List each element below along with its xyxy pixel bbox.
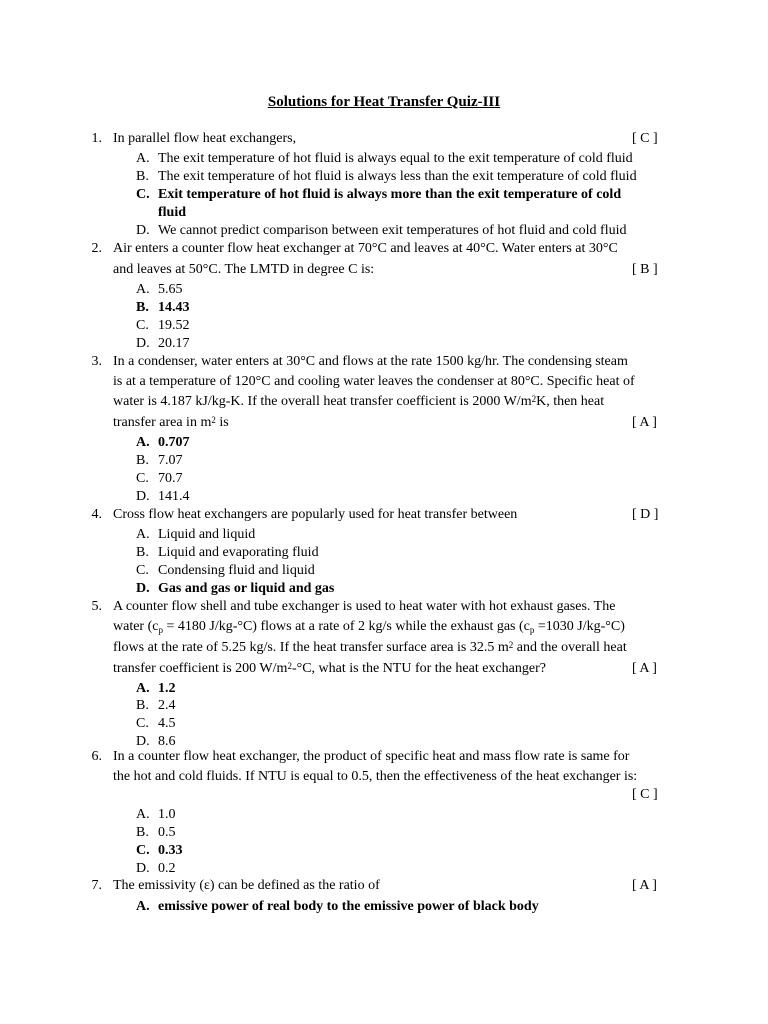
option-letter-correct: B.: [136, 300, 149, 315]
text-part: transfer coefficient is 200 W/m: [113, 661, 288, 676]
option-letter: A.: [136, 807, 150, 822]
option-letter: C.: [136, 563, 149, 578]
question-number: 5.: [91, 599, 102, 614]
option-letter-correct: A.: [136, 681, 150, 696]
text-part: is: [215, 415, 229, 430]
question-number: 3.: [91, 354, 102, 369]
option-letter: B.: [136, 169, 149, 184]
text-part: water is 4.187 kJ/kg-K. If the overall heat transfer coefficient is 2000 W/m: [113, 394, 532, 409]
option-text: 8.6: [158, 734, 176, 749]
option-letter: B.: [136, 698, 149, 713]
answer-key: [ D ]: [632, 507, 659, 522]
option-text: 20.17: [158, 336, 190, 351]
option-letter: D.: [136, 734, 150, 749]
document-title: Solutions for Heat Transfer Quiz-III: [267, 94, 501, 110]
question-text-line-1: In a condenser, water enters at 30°C and flows at the rate 1500 kg/hr. The condensing steam: [113, 354, 628, 369]
option-text-correct: emissive power of real body to the emissive power of black body: [158, 899, 539, 914]
question-text: In parallel flow heat exchangers,: [113, 131, 297, 146]
option-text: Liquid and liquid: [158, 527, 256, 542]
text-part: -°C, what is the NTU for the heat exchanger?: [291, 661, 546, 676]
superscript: 2: [508, 640, 514, 650]
question-text-line-2: the hot and cold fluids. If NTU is equal to 0.5, then the effectiveness of the heat exchanger is:: [113, 769, 638, 784]
question-number: 7.: [91, 878, 102, 893]
question-text-line-2: [113, 618, 625, 636]
question-text-line-3: [113, 393, 604, 411]
option-text: Liquid and evaporating fluid: [158, 545, 319, 560]
option-text: 141.4: [158, 489, 190, 504]
option-text: 0.5: [158, 825, 176, 840]
text-part: K, then heat: [536, 394, 605, 409]
subscript: p: [529, 625, 535, 635]
question-text: The emissivity (ε) can be defined as the ratio of: [113, 878, 380, 893]
option-text: Condensing fluid and liquid: [158, 563, 315, 578]
question-text-line-1: Air enters a counter flow heat exchanger at 70°C and leaves at 40°C. Water enters at 30°C: [113, 241, 618, 256]
option-text: We cannot predict comparison between exit temperatures of hot fluid and cold fluid: [158, 223, 627, 238]
option-letter: D.: [136, 861, 150, 876]
answer-key: [ A ]: [632, 661, 657, 676]
text-part: = 4180 J/kg-°C) flows at a rate of 2 kg/s while the exhaust gas (c: [162, 619, 530, 634]
option-text: 0.2: [158, 861, 176, 876]
question-text-line-3: [113, 639, 627, 657]
option-text: 5.65: [158, 282, 183, 297]
option-text-correct-continued: fluid: [158, 205, 187, 220]
option-text-correct: 0.33: [158, 843, 183, 858]
option-letter: D.: [136, 223, 150, 238]
option-letter-correct: A.: [136, 899, 150, 914]
text-part: =1030 J/kg-°C): [534, 619, 625, 634]
text-part: and the overall heat: [513, 640, 627, 655]
text-part: transfer area in m: [113, 415, 212, 430]
question-number: 6.: [91, 749, 102, 764]
option-text: 7.07: [158, 453, 183, 468]
superscript: 2: [531, 394, 537, 404]
option-letter: C.: [136, 471, 149, 486]
option-letter: A.: [136, 151, 150, 166]
answer-key: [ A ]: [632, 878, 657, 893]
question-text-line-1: In a counter flow heat exchanger, the product of specific heat and mass flow rate is same for: [113, 749, 630, 764]
superscript: 2: [287, 661, 292, 671]
option-letter-correct: C.: [136, 187, 150, 202]
option-letter: A.: [136, 527, 150, 542]
question-text-line-4: [113, 660, 546, 678]
option-letter: B.: [136, 825, 149, 840]
option-letter-correct: D.: [136, 581, 150, 596]
question-text-line-4: [113, 414, 229, 432]
question-number: 1.: [91, 131, 102, 146]
option-letter: C.: [136, 716, 149, 731]
answer-key: [ C ]: [632, 131, 658, 146]
question-text: Cross flow heat exchangers are popularly used for heat transfer between: [113, 507, 518, 522]
option-letter-correct: A.: [136, 435, 150, 450]
subscript: p: [158, 625, 163, 635]
option-text: 4.5: [158, 716, 176, 731]
option-text-correct: 0.707: [158, 435, 190, 450]
option-text-correct: 1.2: [158, 681, 176, 696]
answer-key: [ A ]: [632, 415, 657, 430]
option-text: 70.7: [158, 471, 183, 486]
question-number: 4.: [91, 507, 102, 522]
question-number: 2.: [91, 241, 102, 256]
text-part: water (c: [113, 619, 159, 634]
option-letter-correct: C.: [136, 843, 150, 858]
option-letter: D.: [136, 489, 150, 504]
option-text: 1.0: [158, 807, 176, 822]
question-text-line-2: and leaves at 50°C. The LMTD in degree C is:: [113, 262, 375, 277]
option-text: 2.4: [158, 698, 176, 713]
option-text: The exit temperature of hot fluid is always equal to the exit temperature of cold fluid: [158, 151, 633, 166]
option-letter: C.: [136, 318, 149, 333]
superscript: 2: [211, 415, 216, 425]
option-text: 19.52: [158, 318, 190, 333]
option-letter: D.: [136, 336, 150, 351]
answer-key: [ B ]: [632, 262, 658, 277]
question-text-line-1: A counter flow shell and tube exchanger is used to heat water with hot exhaust gases. The: [113, 599, 616, 614]
option-letter: B.: [136, 545, 149, 560]
option-text: The exit temperature of hot fluid is always less than the exit temperature of cold fluid: [158, 169, 637, 184]
answer-key: [ C ]: [632, 787, 658, 802]
option-text-correct: Gas and gas or liquid and gas: [158, 581, 335, 596]
option-letter: B.: [136, 453, 149, 468]
question-text-line-2: is at a temperature of 120°C and cooling water leaves the condenser at 80°C. Specific heat of: [113, 374, 635, 389]
option-letter: A.: [136, 282, 150, 297]
option-text-correct: Exit temperature of hot fluid is always more than the exit temperature of cold: [158, 187, 622, 202]
option-text-correct: 14.43: [158, 300, 190, 315]
text-part: flows at the rate of 5.25 kg/s. If the heat transfer surface area is 32.5 m: [113, 640, 509, 655]
